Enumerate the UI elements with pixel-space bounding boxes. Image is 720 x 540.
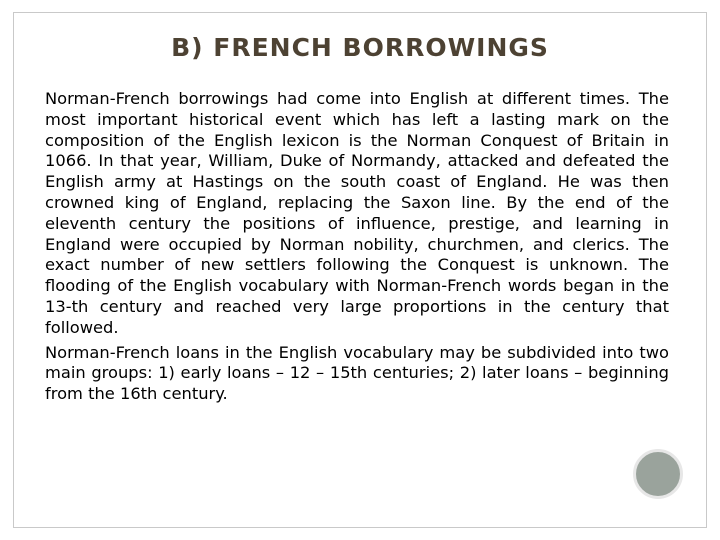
slide-title: B) FRENCH BORROWINGS bbox=[171, 33, 549, 62]
decorative-circle bbox=[633, 449, 683, 499]
slide-body bbox=[45, 89, 669, 409]
body-paragraph-1: Norman-French borrowings had come into English at different times. The most important historical event which has left a lasting mark on the composition of the English lexicon is the Norman Conquest of Britain in 1066. In that year, William, Duke of Normandy, attacked and defeated the English army at Hastings on the south coast of England. He was then crowned king of England, replacing the Saxon line. By the end of the eleventh century the positions of influence, prestige, and learning in England were occupied by Norman nobility, churchmen, and clerics. The exact number of new settlers following the Conquest is unknown. The flooding of the English vocabulary with Norman-French words began in the 13-th century and reached very large proportions in the century that followed. bbox=[45, 89, 669, 337]
body-paragraph-2: Norman-French loans in the English vocabulary may be subdivided into two main groups: 1) early loans – 12 – 15th centuries; 2) later loans – beginning from the 16th century. bbox=[45, 342, 669, 404]
